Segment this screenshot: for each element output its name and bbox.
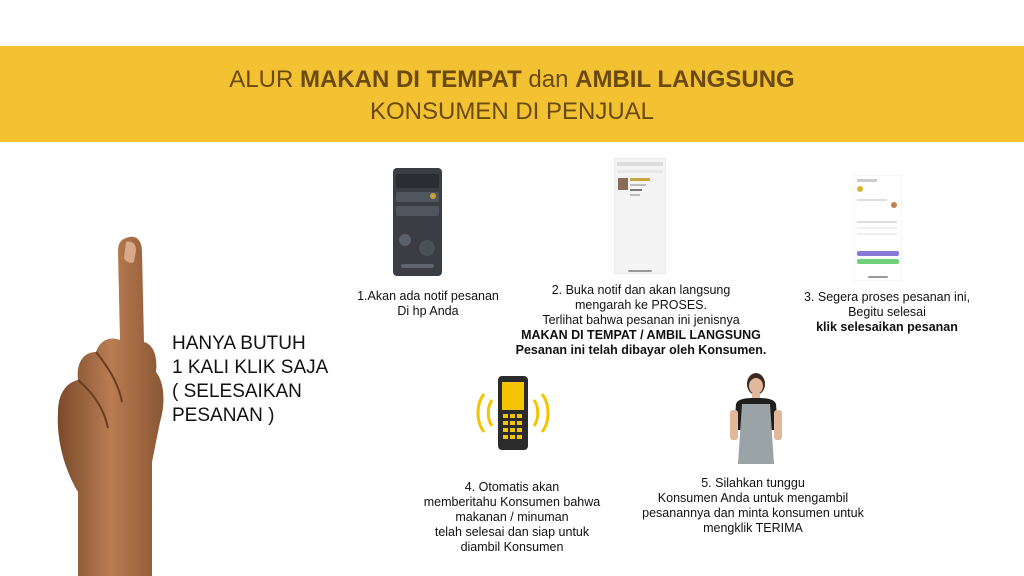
ringing-phone-icon bbox=[470, 374, 556, 452]
banner-subtitle: KONSUMEN DI PENJUAL bbox=[369, 98, 655, 125]
step5-caption: 5. Silahkan tunggu Konsumen Anda untuk mengambil pesanannya dan minta konsumen untuk mengklik TERIMA bbox=[642, 476, 864, 535]
process-order-screenshot bbox=[614, 158, 666, 274]
notification-phone-screenshot bbox=[393, 168, 442, 276]
step3-caption: 3. Segera proses pesanan ini, Begitu selesai klik selesaikan pesanan bbox=[803, 290, 971, 334]
banner-title: ALUR MAKAN DI TEMPAT dan AMBIL LANGSUNG bbox=[229, 66, 795, 93]
complete-order-screenshot bbox=[854, 175, 902, 281]
header-banner bbox=[0, 46, 1024, 142]
step1-caption: 1.Akan ada notif pesanan Di hp Anda bbox=[357, 289, 499, 318]
step4-caption: 4. Otomatis akan memberitahu Konsumen bahwa makanan / minuman telah selesai dan siap untuk diambil Konsumen bbox=[423, 480, 601, 554]
step2-caption: 2. Buka notif dan akan langsung mengarah ke PROSES. Terlihat bahwa pesanan ini jenisnya MAKAN DI TEMPAT / AMBIL LANGSUNG Pesanan ini telah dibayar oleh Konsumen. bbox=[515, 283, 767, 357]
one-click-claim: HANYA BUTUH 1 KALI KLIK SAJA ( SELESAIKAN PESANAN ) bbox=[172, 333, 329, 426]
waitress-image bbox=[728, 370, 784, 464]
hand-one-finger-image bbox=[48, 232, 168, 576]
